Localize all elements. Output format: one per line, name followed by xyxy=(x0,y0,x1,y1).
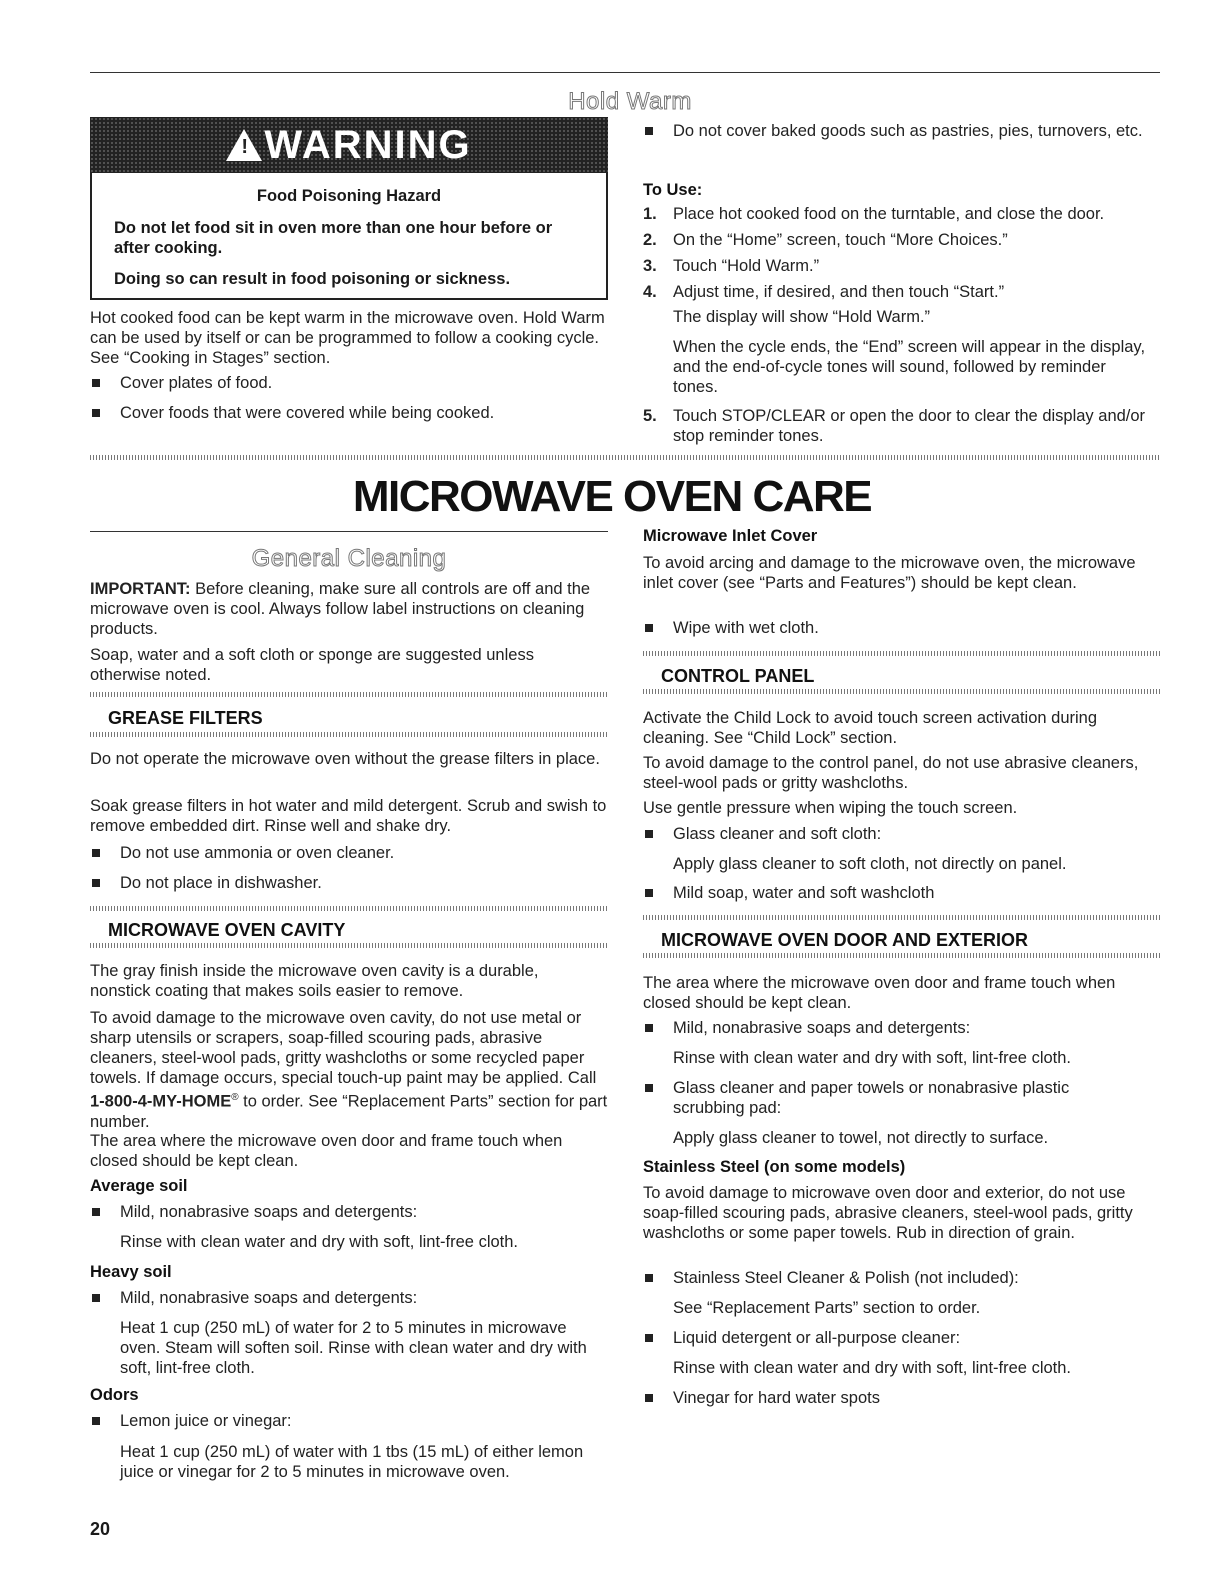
odors-note: Heat 1 cup (250 mL) of water with 1 tbs (15 mL) of either lemon juice or vinegar for 2 to 5 minutes in microwave oven. xyxy=(120,1443,584,1481)
bullet-icon xyxy=(92,409,100,417)
grease-bullet-1: Do not use ammonia or oven cleaner. xyxy=(120,844,395,862)
average-soil-note: Rinse with clean water and dry with soft, lint-free cloth. xyxy=(120,1233,519,1251)
step-number: 1. xyxy=(643,205,657,223)
control-p1: Activate the Child Lock to avoid touch screen activation during cleaning. See “Child Lock” section. xyxy=(643,709,1098,747)
step-number: 5. xyxy=(643,407,657,425)
hold-warm-bullet-3: Do not cover baked goods such as pastries, pies, turnovers, etc. xyxy=(673,122,1143,140)
section-divider xyxy=(90,455,1160,460)
door-bullet-2: Glass cleaner and paper towels or nonabrasive plastic scrubbing pad: xyxy=(673,1079,1070,1117)
general-cleaning-title: General Cleaning xyxy=(251,545,447,572)
control-bullet-1: Glass cleaner and soft cloth: xyxy=(673,825,882,843)
door-p1: The area where the microwave oven door and frame touch when closed should be kept clean. xyxy=(643,974,1116,1012)
door-bullet-5: Vinegar for hard water spots xyxy=(673,1389,880,1407)
grease-filters-heading: GREASE FILTERS xyxy=(108,708,263,728)
step-number: 2. xyxy=(643,231,657,249)
warning-label xyxy=(90,117,608,173)
inlet-bullet: Wipe with wet cloth. xyxy=(673,619,819,637)
grease-p1: Do not operate the microwave oven without the grease filters in place. xyxy=(90,750,600,768)
door-bullet-1-note: Rinse with clean water and dry with soft, lint-free cloth. xyxy=(673,1049,1072,1067)
heavy-soil-note: Heat 1 cup (250 mL) of water for 2 to 5 minutes in microwave oven. Steam will soften soil. Rinse with clean water and dry with soft, lint-free cloth. xyxy=(120,1319,587,1377)
warning-triangle-icon: ! xyxy=(226,129,262,161)
warning-hazard: Food Poisoning Hazard xyxy=(256,187,442,205)
dotted-rule xyxy=(90,692,608,697)
care-title: MICROWAVE OVEN CARE xyxy=(352,472,872,521)
step-text: Touch “Hold Warm.” xyxy=(673,257,820,275)
dotted-rule xyxy=(643,915,1160,920)
step-4-note-2: When the cycle ends, the “End” screen will appear in the display, and the end-of-cycle tones will sound, followed by reminder tones. xyxy=(673,338,1146,396)
average-soil-bullet: Mild, nonabrasive soaps and detergents: xyxy=(120,1203,418,1221)
bullet-icon xyxy=(645,1274,653,1282)
general-rule xyxy=(90,531,608,532)
step-text: Adjust time, if desired, and then touch “Start.” xyxy=(673,283,1005,301)
step-4-note-1: The display will show “Hold Warm.” xyxy=(673,308,931,326)
dotted-rule xyxy=(643,689,1160,694)
grease-p2: Soak grease filters in hot water and mild detergent. Scrub and swish to remove embedded dirt. Rinse well and shake dry. xyxy=(90,797,607,835)
to-use-heading: To Use: xyxy=(643,181,703,199)
bullet-icon xyxy=(645,624,653,632)
bullet-icon xyxy=(92,879,100,887)
control-panel-heading: CONTROL PANEL xyxy=(661,666,815,686)
dotted-rule xyxy=(90,943,608,948)
warning-line-2: Doing so can result in food poisoning or sickness. xyxy=(114,270,511,288)
control-bullet-1-note: Apply glass cleaner to soft cloth, not directly on panel. xyxy=(673,855,1067,873)
bullet-icon xyxy=(92,1294,100,1302)
bullet-icon xyxy=(92,1417,100,1425)
door-bullet-4: Liquid detergent or all-purpose cleaner: xyxy=(673,1329,961,1347)
door-exterior-heading: MICROWAVE OVEN DOOR AND EXTERIOR xyxy=(661,930,1029,950)
step-number: 4. xyxy=(643,283,657,301)
cavity-p1: The gray finish inside the microwave oven cavity is a durable, nonstick coating that makes soils easier to remove. xyxy=(90,962,539,1000)
bullet-icon xyxy=(92,849,100,857)
step-text: On the “Home” screen, touch “More Choices.” xyxy=(673,231,1008,249)
bullet-icon xyxy=(645,1024,653,1032)
bullet-icon xyxy=(645,1334,653,1342)
control-p2: To avoid damage to the control panel, do not use abrasive cleaners, steel-wool pads or gritty washcloths. xyxy=(643,754,1139,792)
cavity-p3: The area where the microwave oven door and frame touch when closed should be kept clean. xyxy=(90,1132,563,1170)
door-bullet-3: Stainless Steel Cleaner & Polish (not included): xyxy=(673,1269,1019,1287)
bullet-icon xyxy=(92,1208,100,1216)
control-p3: Use gentle pressure when wiping the touch screen. xyxy=(643,799,1018,817)
door-bullet-3-note: See “Replacement Parts” section to order. xyxy=(673,1299,981,1317)
inlet-p1: To avoid arcing and damage to the microwave oven, the microwave inlet cover (see “Parts and Features”) should be kept clean. xyxy=(643,554,1136,592)
odors-bullet: Lemon juice or vinegar: xyxy=(120,1412,292,1430)
average-soil-heading: Average soil xyxy=(90,1177,188,1195)
hold-warm-intro: Hot cooked food can be kept warm in the microwave oven. Hold Warm can be used by itself or can be programmed to follow a cooking cycle. See “Cooking in Stages” section. xyxy=(90,309,605,367)
heavy-soil-heading: Heavy soil xyxy=(90,1263,172,1281)
dotted-rule xyxy=(643,651,1160,656)
bullet-icon xyxy=(645,830,653,838)
warning-line-1: Do not let food sit in oven more than one hour before or after cooking. xyxy=(114,219,553,257)
bullet-icon xyxy=(645,1394,653,1402)
door-bullet-2-note: Apply glass cleaner to towel, not directly to surface. xyxy=(673,1129,1049,1147)
important-label: IMPORTANT: xyxy=(90,580,191,598)
important-text: Before cleaning, make sure all controls are off and the microwave oven is cool. Always follow label instructions on cleaning products. xyxy=(90,580,591,638)
dotted-rule xyxy=(90,906,608,911)
soap-note: Soap, water and a soft cloth or sponge are suggested unless otherwise noted. xyxy=(90,646,534,684)
dotted-rule xyxy=(643,953,1160,958)
dotted-rule xyxy=(90,732,608,737)
bullet-icon xyxy=(645,127,653,135)
bullet-icon xyxy=(645,889,653,897)
hold-warm-bullet-1: Cover plates of food. xyxy=(120,374,273,392)
inlet-cover-heading: Microwave Inlet Cover xyxy=(643,527,818,545)
important-note xyxy=(90,579,608,639)
odors-heading: Odors xyxy=(90,1386,139,1404)
door-bullet-1: Mild, nonabrasive soaps and detergents: xyxy=(673,1019,971,1037)
grease-bullet-2: Do not place in dishwasher. xyxy=(120,874,322,892)
door-bullet-4-note: Rinse with clean water and dry with soft, lint-free cloth. xyxy=(673,1359,1072,1377)
cavity-p2: To avoid damage to the microwave oven cavity, do not use metal or sharp utensils or scrapers, soap-filled scouring pads, abrasive cleaners, steel-wool pads, gritty washcloths or some recycled paper towels. If damage occurs, special touch-up paint may be applied. Call 1-800-4-MY-HOME® to order. See “Replacement Parts” section for part number. xyxy=(90,1009,608,1131)
step-text: Touch STOP/CLEAR or open the door to clear the display and/or stop reminder tones. xyxy=(673,407,1146,445)
step-text: Place hot cooked food on the turntable, and close the door. xyxy=(673,205,1105,223)
cavity-heading: MICROWAVE OVEN CAVITY xyxy=(108,920,346,940)
control-bullet-2: Mild soap, water and soft washcloth xyxy=(673,884,935,902)
step-number: 3. xyxy=(643,257,657,275)
hold-warm-title: Hold Warm xyxy=(568,88,692,115)
heavy-soil-bullet: Mild, nonabrasive soaps and detergents: xyxy=(120,1289,418,1307)
bullet-icon xyxy=(92,379,100,387)
page-number: 20 xyxy=(90,1519,111,1539)
bullet-icon xyxy=(645,1084,653,1092)
warning-label-text: WARNING xyxy=(264,123,472,167)
top-rule xyxy=(90,72,1160,73)
stainless-steel-p: To avoid damage to microwave oven door and exterior, do not use soap-filled scouring pads, abrasive cleaners, steel-wool pads, gritty washcloths or some paper towels. Rub in direction of grain. xyxy=(643,1184,1133,1242)
stainless-steel-heading: Stainless Steel (on some models) xyxy=(643,1158,906,1176)
phone-number: 1-800-4-MY-HOME xyxy=(90,1092,232,1111)
hold-warm-bullet-2: Cover foods that were covered while being cooked. xyxy=(120,404,495,422)
